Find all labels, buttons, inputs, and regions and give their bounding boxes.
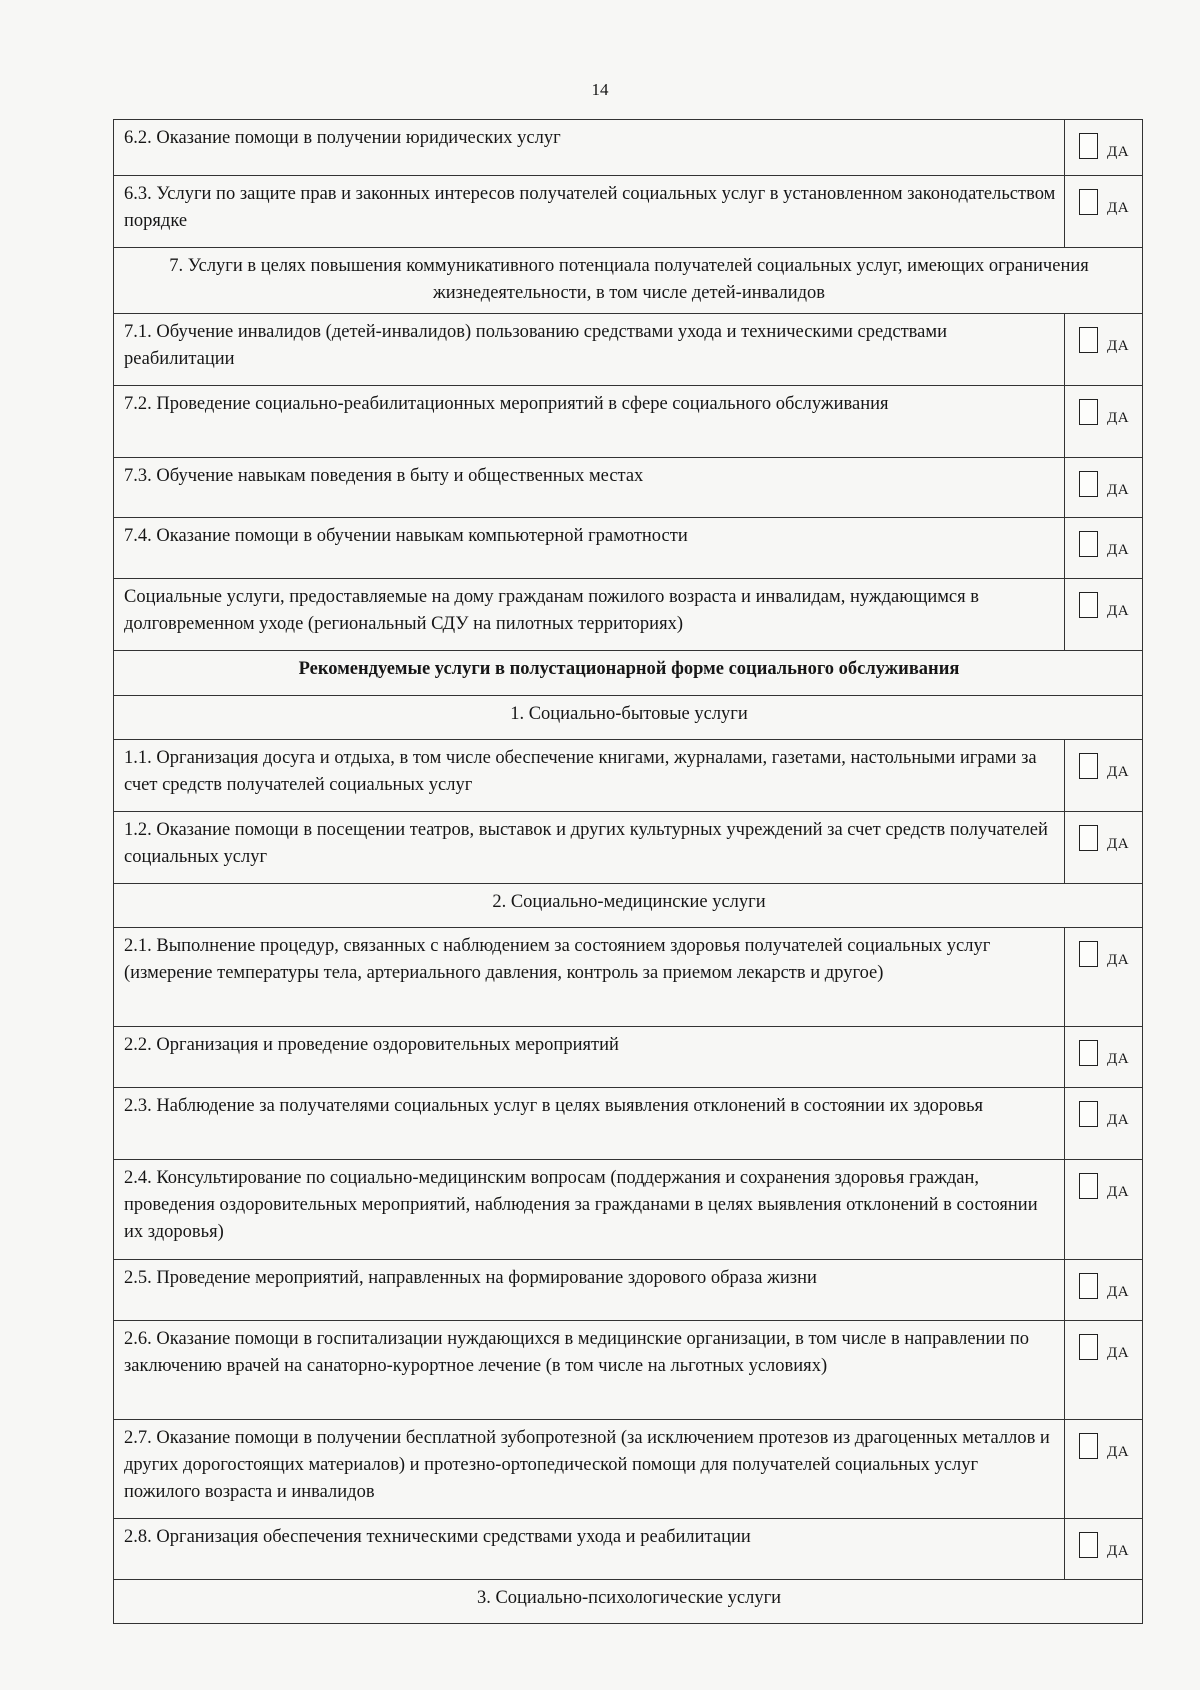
services-table [113,119,1143,1624]
service-text: 2.1. Выполнение процедур, связанных с наблюдением за состоянием здоровья получателей социальных услуг (измерение температуры тела, артериального давления, контроль за приемом лекарств и другое) [114,928,1065,1027]
yes-label: ДА [1107,542,1130,558]
yes-label: ДА [1107,338,1130,354]
section-row [114,248,1143,314]
yes-label: ДА [1107,144,1130,160]
service-text: 7.2. Проведение социально-реабилитационных мероприятий в сфере социального обслуживания [114,386,1065,458]
table-row [114,458,1143,518]
yes-cell [1065,314,1143,386]
yes-cell [1065,176,1143,248]
table-row [114,1160,1143,1260]
checkbox[interactable] [1079,189,1098,215]
section-heading: 3. Социально-психологические услуги [114,1580,1143,1624]
table-row [114,1519,1143,1580]
checkbox[interactable] [1079,1532,1098,1558]
yes-cell [1065,1519,1143,1580]
yes-label: ДА [1107,952,1130,968]
checkbox[interactable] [1079,1040,1098,1066]
section-heading: 2. Социально-медицинские услуги [114,884,1143,928]
service-text: 1.1. Организация досуга и отдыха, в том числе обеспечение книгами, журналами, газетами, настольными играми за счет средств получателей социальных услуг [114,740,1065,812]
table-row [114,518,1143,579]
service-text: 1.2. Оказание помощи в посещении театров, выставок и других культурных учреждений за счет средств получателей социальных услуг [114,812,1065,884]
section-heading: 7. Услуги в целях повышения коммуникативного потенциала получателей социальных услуг, имеющих ограничения жизнедеятельности, в том числе детей-инвалидов [114,248,1143,314]
page-number: 14 [591,80,609,99]
service-text: 7.3. Обучение навыкам поведения в быту и общественных местах [114,458,1065,518]
table-row [114,1088,1143,1160]
yes-label: ДА [1107,764,1130,780]
service-text: 2.8. Организация обеспечения техническими средствами ухода и реабилитации [114,1519,1065,1580]
table-row [114,579,1143,651]
yes-label: ДА [1107,836,1130,852]
yes-cell [1065,120,1143,176]
table-row [114,812,1143,884]
yes-cell [1065,1027,1143,1088]
table-row [114,314,1143,386]
yes-label: ДА [1107,603,1130,619]
checkbox[interactable] [1079,941,1098,967]
service-text: 2.5. Проведение мероприятий, направленных на формирование здорового образа жизни [114,1260,1065,1321]
yes-label: ДА [1107,1543,1130,1559]
yes-label: ДА [1107,1345,1130,1361]
yes-cell [1065,1160,1143,1260]
table-row [114,386,1143,458]
service-text: 6.3. Услуги по защите прав и законных интересов получателей социальных услуг в установленном законодательством порядке [114,176,1065,248]
table-row [114,1321,1143,1420]
checkbox[interactable] [1079,531,1098,557]
yes-cell [1065,1420,1143,1519]
service-text: 2.4. Консультирование по социально-медицинским вопросам (поддержания и сохранения здоровья граждан, проведения оздоровительных мероприятий, наблюдения за гражданами в целях выявления отклонений в состоянии их здоровья) [114,1160,1065,1260]
yes-cell [1065,740,1143,812]
yes-cell [1065,1321,1143,1420]
yes-label: ДА [1107,1051,1130,1067]
table-row [114,120,1143,176]
checkbox[interactable] [1079,825,1098,851]
service-text: 2.2. Организация и проведение оздоровительных мероприятий [114,1027,1065,1088]
form-heading: Рекомендуемые услуги в полустационарной форме социального обслуживания [114,651,1143,696]
checkbox[interactable] [1079,592,1098,618]
checkbox[interactable] [1079,1433,1098,1459]
section-heading: 1. Социально-бытовые услуги [114,696,1143,740]
table-row [114,1260,1143,1321]
yes-label: ДА [1107,200,1130,216]
checkbox[interactable] [1079,471,1098,497]
yes-cell [1065,1088,1143,1160]
service-text: 2.3. Наблюдение за получателями социальных услуг в целях выявления отклонений в состоянии их здоровья [114,1088,1065,1160]
section-row [114,884,1143,928]
checkbox[interactable] [1079,327,1098,353]
yes-cell [1065,928,1143,1027]
yes-cell [1065,812,1143,884]
checkbox[interactable] [1079,399,1098,425]
service-text: 7.4. Оказание помощи в обучении навыкам компьютерной грамотности [114,518,1065,579]
yes-label: ДА [1107,1184,1130,1200]
heading-row [114,651,1143,696]
checkbox[interactable] [1079,1101,1098,1127]
table-row [114,1420,1143,1519]
service-text: Социальные услуги, предоставляемые на дому гражданам пожилого возраста и инвалидам, нуждающимся в долговременном уходе (региональный СДУ на пилотных территориях) [114,579,1065,651]
yes-cell [1065,386,1143,458]
service-text: 2.7. Оказание помощи в получении бесплатной зубопротезной (за исключением протезов из драгоценных металлов и других дорогостоящих материалов) и протезно-ортопедической помощи для получателей социальных услуг пожилого возраста и инвалидов [114,1420,1065,1519]
service-text: 7.1. Обучение инвалидов (детей-инвалидов) пользованию средствами ухода и техническими средствами реабилитации [114,314,1065,386]
checkbox[interactable] [1079,1173,1098,1199]
yes-cell [1065,579,1143,651]
yes-label: ДА [1107,482,1130,498]
checkbox[interactable] [1079,1334,1098,1360]
table-row [114,176,1143,248]
table-row [114,740,1143,812]
section-row [114,1580,1143,1624]
table-row [114,928,1143,1027]
table-row [114,1027,1143,1088]
yes-label: ДА [1107,1444,1130,1460]
yes-label: ДА [1107,1112,1130,1128]
yes-label: ДА [1107,1284,1130,1300]
service-text: 2.6. Оказание помощи в госпитализации нуждающихся в медицинские организации, в том числе в направлении по заключению врачей на санаторно-курортное лечение (в том числе на льготных условиях) [114,1321,1065,1420]
service-text: 6.2. Оказание помощи в получении юридических услуг [114,120,1065,176]
checkbox[interactable] [1079,133,1098,159]
yes-label: ДА [1107,410,1130,426]
section-row [114,696,1143,740]
checkbox[interactable] [1079,753,1098,779]
yes-cell [1065,1260,1143,1321]
yes-cell [1065,458,1143,518]
checkbox[interactable] [1079,1273,1098,1299]
yes-cell [1065,518,1143,579]
